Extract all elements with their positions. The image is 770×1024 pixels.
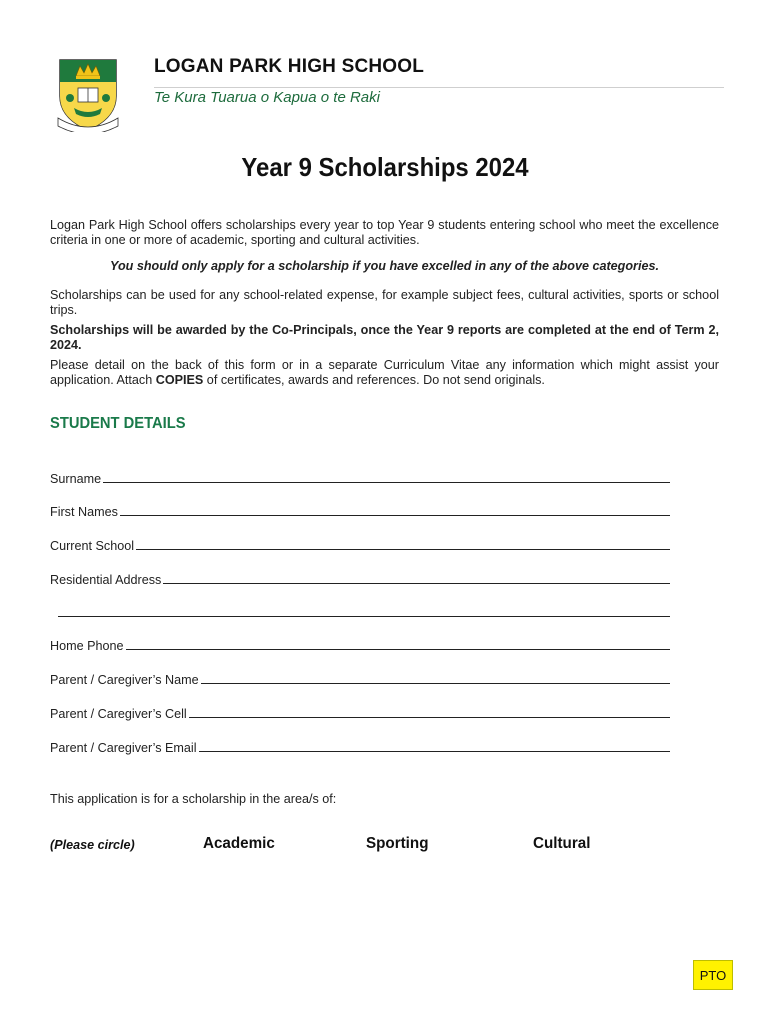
current-school-input-line[interactable] [136,549,670,550]
address-line-2-input-line[interactable] [58,616,670,617]
school-name: LOGAN PARK HIGH SCHOOL [154,56,425,77]
instructions-text: Please detail on the back of this form or in a separate Curriculum Vitae any information which might assist your application. Attach [50,358,719,387]
instructions-paragraph [50,358,719,387]
area-option-cultural[interactable]: Cultural [533,835,591,852]
parent-cell-field[interactable] [50,703,670,721]
instructions-text-end: of certificates, awards and references. Do not send originals. [203,372,545,387]
field-label: Parent / Caregiver’s Cell [50,707,187,721]
pto-badge [693,960,733,990]
field-label: First Names [50,505,118,519]
award-paragraph: Scholarships will be awarded by the Co-Principals, once the Year 9 reports are completed at the end of Term 2, 2024. [50,323,719,352]
school-crest-icon [56,56,120,132]
address-line-2-field[interactable] [56,602,670,620]
field-label: Parent / Caregiver’s Name [50,673,199,687]
parent-name-input-line[interactable] [201,683,670,684]
current-school-field[interactable] [50,535,670,553]
surname-field[interactable] [50,468,670,486]
area-option-academic[interactable]: Academic [203,835,275,852]
header-divider [154,87,724,88]
address-input-line[interactable] [163,583,670,584]
field-label: Current School [50,539,134,553]
circle-instruction: (Please circle) [50,838,135,852]
eligibility-note: You should only apply for a scholarship if you have excelled in any of the above categories. [110,259,659,273]
parent-cell-input-line[interactable] [189,717,670,718]
copies-emphasis: COPIES [155,372,204,387]
first-names-field[interactable] [50,501,670,519]
school-motto: Te Kura Tuarua o Kapua o te Raki [154,89,380,106]
pto-label: PTO [699,967,727,983]
parent-email-input-line[interactable] [199,751,670,752]
intro-paragraph: Logan Park High School offers scholarships every year to top Year 9 students entering school who meet the excellence criteria in one or more of academic, sporting and cultural activities. [50,218,719,247]
home-phone-input-line[interactable] [126,649,670,650]
home-phone-field[interactable] [50,635,670,653]
field-label: Home Phone [50,639,124,653]
section-heading: STUDENT DETAILS [50,415,186,432]
surname-input-line[interactable] [103,482,670,483]
area-intro: This application is for a scholarship in the area/s of: [50,792,337,806]
field-label: Residential Address [50,573,162,587]
page-title: Year 9 Scholarships 2024 [241,152,529,182]
first-names-input-line[interactable] [120,515,670,516]
parent-name-field[interactable] [50,669,670,687]
field-label: Surname [50,472,102,486]
usage-paragraph: Scholarships can be used for any school-related expense, for example subject fees, cultural activities, sports or school trips. [50,288,719,317]
field-label: Parent / Caregiver’s Email [50,741,197,755]
residential-address-field[interactable] [50,569,670,587]
parent-email-field[interactable] [50,737,670,755]
area-option-sporting[interactable]: Sporting [366,835,429,852]
